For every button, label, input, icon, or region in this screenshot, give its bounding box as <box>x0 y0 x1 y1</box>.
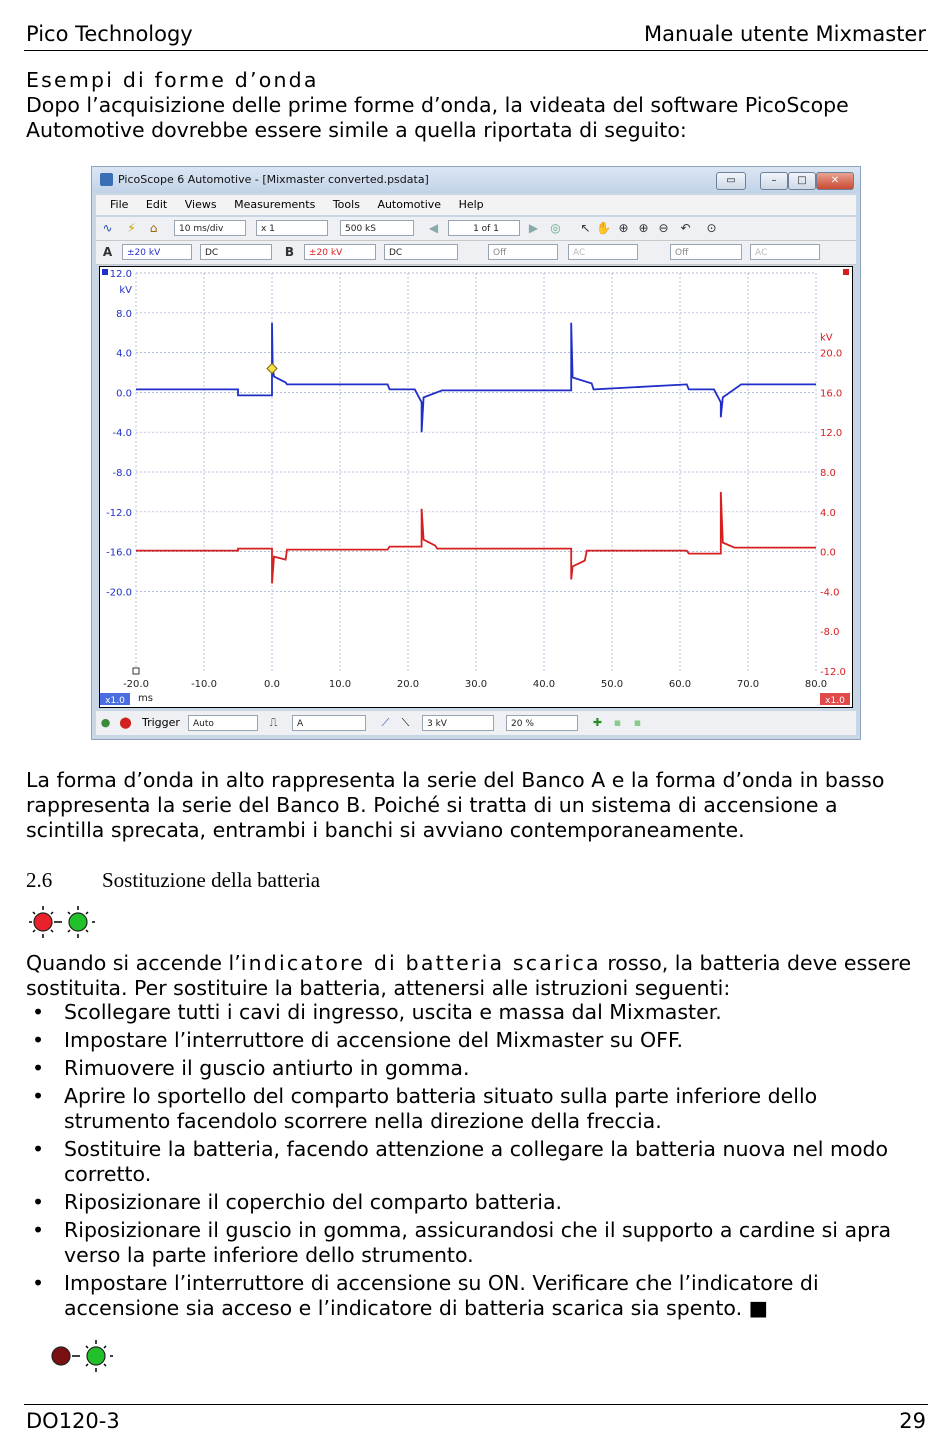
left-axis-tick-label: 12.0 <box>109 269 132 280</box>
battery-line-1 <box>26 951 926 976</box>
x-axis-tick-label: 20.0 <box>396 679 420 690</box>
x-axis-tick-label: 50.0 <box>600 679 624 690</box>
menu-measurements[interactable]: Measurements <box>234 198 316 211</box>
hand-tool-icon[interactable]: ✋ <box>596 221 611 235</box>
falling-edge-icon[interactable]: ⟍ <box>401 716 410 729</box>
zoom-box-icon[interactable]: ⊕ <box>618 221 629 235</box>
channel-d-state[interactable]: Off <box>670 244 742 260</box>
next-buffer-icon[interactable]: ▶ <box>528 221 539 235</box>
x-axis-tick-label: 30.0 <box>464 679 488 690</box>
menu-bar <box>96 195 856 215</box>
right-axis-tick-label: 20.0 <box>820 348 843 360</box>
right-axis-tick-label: 12.0 <box>820 428 843 440</box>
battery-line-2: sostituita. Per sostituire la batteria, attenersi alle istruzioni seguenti: <box>26 976 731 1000</box>
minimize-button[interactable]: – <box>760 172 788 190</box>
x-axis-tick-label: -20.0 <box>123 679 149 690</box>
bullet: • <box>32 1000 45 1024</box>
left-axis-tick-label: 4.0 <box>116 348 132 360</box>
undo-zoom-icon[interactable]: ↶ <box>680 221 691 235</box>
trigger-label: Trigger <box>142 716 180 729</box>
channel-a-coupling[interactable]: DC <box>200 244 272 260</box>
intro-line-1: Dopo l’acquisizione delle prime forme d’onda, la videata del software PicoScope <box>26 93 849 117</box>
page-number: 29 <box>899 1409 926 1433</box>
bullet: • <box>32 1271 45 1295</box>
header-rule <box>24 50 928 51</box>
scope-mode-icon[interactable]: ∿ <box>102 221 113 235</box>
x-axis-tick-label: 10.0 <box>328 679 352 690</box>
zoom-100-icon[interactable]: ⊙ <box>706 221 717 235</box>
menu-tools[interactable]: Tools <box>332 198 360 211</box>
channel-toolbar <box>96 241 856 265</box>
right-axis-tick-label: -8.0 <box>820 627 840 639</box>
leds-red-green-on-icon <box>26 904 98 940</box>
battery-line-1-post: rosso, la batteria deve essere <box>600 951 912 975</box>
close-button[interactable]: ✕ <box>816 172 854 190</box>
battery-indicator-term: indicatore di batteria scarica <box>240 951 601 975</box>
list-item <box>26 1218 926 1268</box>
list-item-text: Riposizionare il guscio in gomma, assicurandosi che il supporto a cardine si apra verso la parte inferiore dello strumento. <box>64 1218 892 1267</box>
menu-edit[interactable]: Edit <box>145 198 168 211</box>
right-axis-tick-label: -4.0 <box>820 587 840 599</box>
list-item-text: Riposizionare il coperchio del comparto batteria. <box>64 1190 563 1214</box>
section-title: Sostituzione della batteria <box>102 868 321 892</box>
timebase-select[interactable]: 10 ms/div <box>174 220 246 236</box>
right-axis-tick-label: 8.0 <box>820 468 836 479</box>
channel-a-range[interactable]: ±20 kV <box>122 244 192 260</box>
list-item <box>26 1056 926 1081</box>
right-axis-unit: kV <box>820 332 833 344</box>
channel-a-axis-marker <box>102 269 108 275</box>
right-axis-tick-label: 16.0 <box>820 388 843 400</box>
trigger-toolbar <box>96 711 856 735</box>
x-axis-tick-label: 60.0 <box>668 679 692 690</box>
auto-setup-icon[interactable]: ⚡ <box>127 221 136 235</box>
zoom-in-icon[interactable]: ⊕ <box>638 221 649 235</box>
bullet: • <box>32 1084 45 1108</box>
list-item-text: Impostare l’interruttore di accensione del Mixmaster su OFF. <box>64 1028 683 1052</box>
channel-b-coupling[interactable]: DC <box>384 244 458 260</box>
trigger-marker <box>267 364 277 374</box>
right-axis-tick-label: 4.0 <box>820 507 836 519</box>
menu-file[interactable]: File <box>110 198 129 211</box>
list-item-text: Impostare l’interruttore di accensione su ON. Verificare che l’indicatore di accensione sia acceso e l’indicatore di batteria scarica sia spento. ■ <box>64 1271 819 1320</box>
channel-a-label: A <box>102 245 113 259</box>
window-title: PicoScope 6 Automotive - [Mixmaster converted.psdata] <box>118 173 429 186</box>
trigger-threshold-field[interactable]: 3 kV <box>422 715 494 731</box>
time-ruler-handle <box>133 668 139 674</box>
right-axis-tick-label: -12.0 <box>820 667 846 678</box>
running-header-left: Pico Technology <box>26 22 193 46</box>
footer-rule <box>24 1404 928 1405</box>
left-axis-tick-label: -20.0 <box>106 587 132 599</box>
x-axis-tick-label: 0.0 <box>264 679 280 690</box>
menu-help[interactable]: Help <box>458 198 484 211</box>
channel-c-coupling[interactable]: AC <box>568 244 638 260</box>
zoom-select[interactable]: x 1 <box>256 220 328 236</box>
trigger-source-select[interactable]: A <box>292 715 366 731</box>
caption-line-3: scintilla sprecata, entrambi i banchi si avviano contemporaneamente. <box>26 818 745 842</box>
right-axis-tick-label: 0.0 <box>820 547 836 559</box>
left-axis-tick-label: -4.0 <box>112 428 132 440</box>
picoscope-screenshot <box>91 166 861 740</box>
zoom-out-icon[interactable]: ⊖ <box>658 221 669 235</box>
trigger-mode-select[interactable]: Auto <box>188 715 258 731</box>
channel-b-label: B <box>284 245 295 259</box>
list-item <box>26 1028 926 1053</box>
home-icon[interactable]: ⌂ <box>149 221 158 235</box>
list-item <box>26 1137 926 1187</box>
left-axis-unit: kV <box>119 285 132 296</box>
bullet: • <box>32 1028 45 1052</box>
list-item <box>26 1000 926 1025</box>
list-item <box>26 1084 926 1134</box>
intro-line-2: Automotive dovrebbe essere simile a quella riportata di seguito: <box>26 118 687 142</box>
list-item-text: Aprire lo sportello del comparto batteria situato sulla parte inferiore dello strumento facendolo scorrere nella direzione della freccia. <box>64 1084 818 1133</box>
caption-line-1: La forma d’onda in alto rappresenta la serie del Banco A e la forma d’onda in basso <box>26 768 885 792</box>
bullet: • <box>32 1137 45 1161</box>
app-icon <box>100 173 113 186</box>
bullet: • <box>32 1056 45 1080</box>
buffer-page-field[interactable]: 1 of 1 <box>448 220 520 236</box>
maximize-button[interactable]: □ <box>788 172 816 190</box>
rising-edge-icon[interactable]: ⟋ <box>381 716 390 729</box>
section-number: 2.6 <box>26 868 53 892</box>
window-titlebar <box>92 167 860 193</box>
list-item-text: Scollegare tutti i cavi di ingresso, uscita e massa dal Mixmaster. <box>64 1000 722 1024</box>
menu-automotive[interactable]: Automotive <box>377 198 442 211</box>
list-item <box>26 1190 926 1215</box>
start-icon[interactable]: ● <box>100 716 111 729</box>
instruction-list <box>26 1000 926 1324</box>
scope-plot <box>99 266 853 708</box>
x-axis-tick-label: 40.0 <box>532 679 556 690</box>
left-axis-tick-label: -8.0 <box>112 468 132 479</box>
leds-red-off-green-on-icon <box>44 1338 116 1374</box>
list-item-text: Rimuovere il guscio antiurto in gomma. <box>64 1056 470 1080</box>
list-item <box>26 1271 926 1321</box>
zoom-badge-left-text: x1.0 <box>105 696 125 706</box>
main-toolbar <box>96 217 856 241</box>
channel-b-range[interactable]: ±20 kV <box>304 244 376 260</box>
caption-line-2: rappresenta la serie del Banco B. Poiché si tratta di un sistema di accensione a <box>26 793 838 817</box>
channel-b-axis-marker <box>843 269 849 275</box>
pointer-tool-icon[interactable]: ↖ <box>580 221 591 235</box>
channel-d-coupling[interactable]: AC <box>750 244 820 260</box>
x-axis-tick-label: -10.0 <box>191 679 217 690</box>
waveform-heading: Esempi di forme d’onda <box>26 68 319 92</box>
delete-measurement-icon[interactable]: ▪ <box>633 716 642 729</box>
footer-doc-code: DO120-3 <box>26 1409 120 1433</box>
x-axis-tick-label: 80.0 <box>804 679 828 690</box>
left-axis-tick-label: 0.0 <box>116 388 132 400</box>
left-axis-tick-label: -16.0 <box>106 547 132 559</box>
add-measurement-icon[interactable]: ✚ <box>592 716 603 729</box>
stop-icon[interactable]: ⬤ <box>119 716 132 729</box>
zoom-badge-right-text: x1.0 <box>825 696 845 706</box>
advanced-trigger-icon[interactable]: ⎍ <box>269 716 278 729</box>
battery-line-1-pre: Quando si accende l’ <box>26 951 241 975</box>
section-heading-2-6 <box>26 868 320 893</box>
list-item-text: Sostituire la batteria, facendo attenzione a collegare la batteria nuova nel modo corretto. <box>64 1137 889 1186</box>
left-axis-tick-label: 8.0 <box>116 308 132 320</box>
menu-views[interactable]: Views <box>184 198 217 211</box>
waveform-chart <box>100 267 852 707</box>
ruler-icon[interactable]: ◎ <box>550 221 561 235</box>
x-axis-unit: ms <box>138 693 153 704</box>
running-header-right: Manuale utente Mixmaster <box>644 22 926 46</box>
left-axis-tick-label: -12.0 <box>106 507 132 519</box>
edit-measurement-icon[interactable]: ▪ <box>613 716 622 729</box>
bullet: • <box>32 1190 45 1214</box>
prev-buffer-icon[interactable]: ◀ <box>428 221 439 235</box>
x-axis-tick-label: 70.0 <box>736 679 760 690</box>
layout-button[interactable]: ▭ <box>716 172 746 190</box>
pretrigger-field[interactable]: 20 % <box>506 715 578 731</box>
channel-c-state[interactable]: Off <box>488 244 558 260</box>
samples-select[interactable]: 500 kS <box>340 220 414 236</box>
bullet: • <box>32 1218 45 1242</box>
